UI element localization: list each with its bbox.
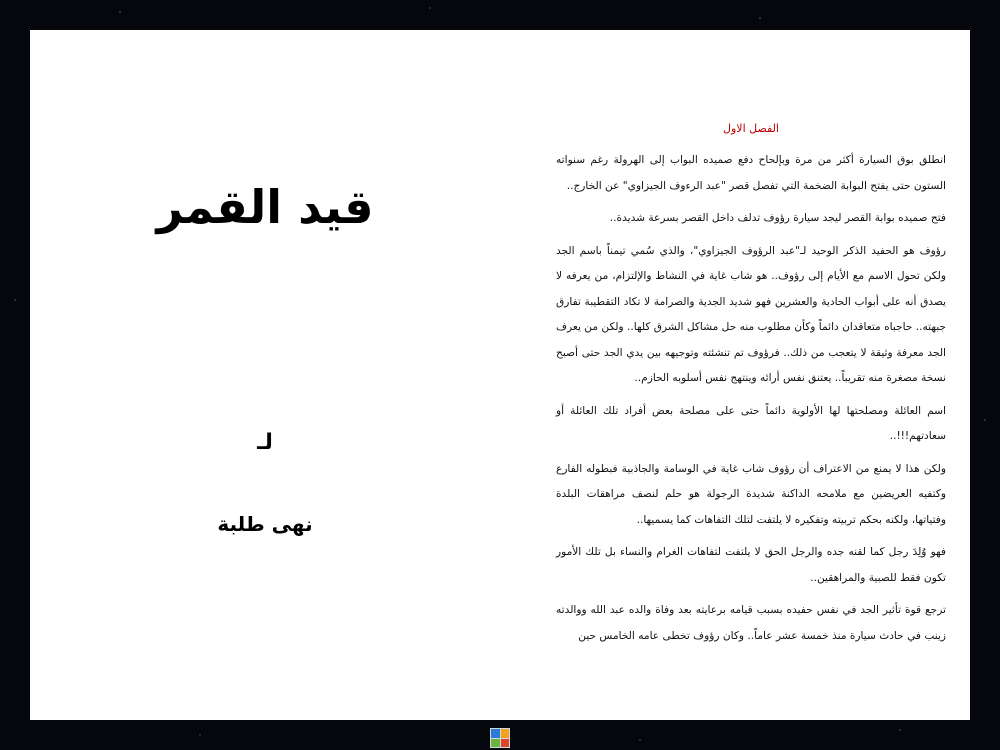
app-grid-icon[interactable] bbox=[490, 728, 510, 748]
paragraph: اسم العائلة ومصلحتها لها الأولوية دائماً حتى على مصلحة بعض أفراد تلك العائلة أو سعادتهم!!!.. bbox=[556, 404, 946, 442]
chapter-title: الفصل الاول bbox=[723, 122, 779, 135]
icon-square-red bbox=[501, 739, 510, 748]
paragraph: ترجع قوة تأثير الجد في نفس حفيده بسبب قيامه برعايته بعد وفاة والده عبد الله ووالدته زينب في حادث سيارة منذ خمسة عشر عاماً.. وكان رؤوف تخطى عامه الخامس حين bbox=[556, 604, 946, 642]
book-title: قيد القمر bbox=[156, 180, 374, 234]
icon-square-green bbox=[491, 739, 500, 748]
book-spread bbox=[30, 30, 970, 720]
paragraph: فهو وُلِدَ رجل كما لقنه جده والرجل الحق لا يلتفت لتفاهات الغرام والنساء بل تلك الأمور تكون فقط للصبية والمراهقين.. bbox=[556, 546, 946, 584]
icon-square-blue bbox=[491, 729, 500, 738]
title-page bbox=[30, 30, 500, 720]
paragraph: رؤوف هو الحفيد الذكر الوحيد لـ"عبد الرؤوف الجيزاوي"، والذي سُمي تيمناً باسم الجد ولكن تحول الاسم مع الأيام إلى رؤوف.. هو شاب غاية في النشاط والإلتزام، من يعرفه لا يصدق أنه على أبواب الحادية والعشرين فهو شديد الجدية والصرامة لا تكاد التقطيبة تفارق جبهته.. حاجباه متعاقدان دائماً وكأن مطلوب منه حل مشاكل الشرق كلها.. ولكن من يعرف الجد معرفة وثيقة لا يتعجب من ذلك.. فرؤوف تم تنشئته وتوجيهه بين يدي الجد حتى أصبح نسخة مصغرة منه تقريباً.. يعتنق نفس أرائه وينتهج نفس أسلوبه الحازم.. bbox=[556, 244, 946, 384]
by-mark: لـ bbox=[257, 430, 273, 455]
paragraph: ولكن هذا لا يمنع من الاعتراف أن رؤوف شاب غاية في الوسامة والجاذبية فبطوله الفارع وكتفيه العريضين مع ملامحه الداكنة شديدة الرجولة هو حلم لنصف مراهقات البلدة وفتياتها، ولكنه بحكم تربيته وتفكيره لا يلتفت لتلك التفاهات كما يسميها.. bbox=[556, 462, 946, 526]
author-name: نهى طلبة bbox=[217, 512, 313, 536]
paragraph: فتح صميده بوابة القصر ليجد سيارة رؤوف تدلف داخل القصر بسرعة شديدة.. bbox=[609, 212, 946, 224]
paragraph: انطلق بوق السيارة أكثر من مرة وبإلحاح دفع صميده البواب إلى الهرولة رغم سنواته الستون حتى يفتح البوابة الضخمة التي تفصل قصر "عبد الرءوف الجيزاوي" عن الخارج.. bbox=[556, 154, 946, 192]
icon-square-orange bbox=[501, 729, 510, 738]
chapter-page bbox=[556, 118, 946, 678]
